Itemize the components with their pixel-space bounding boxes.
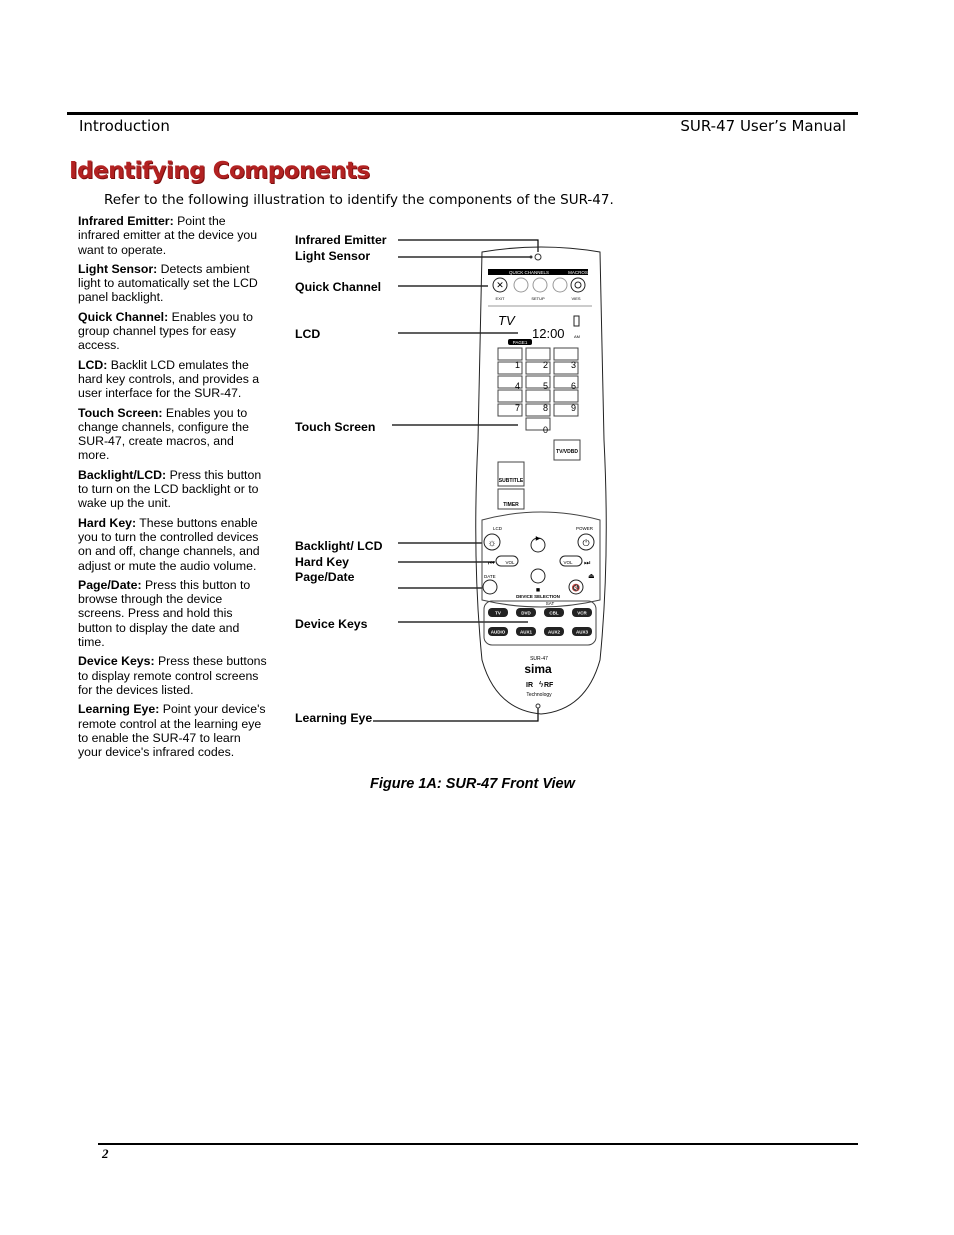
- keypad-digit: 7: [514, 403, 520, 413]
- power-key-label: POWER: [576, 526, 594, 531]
- desc-text: These buttons enable you to turn the controlled devices on and off, change channels, and adjust or mute the audio volume.: [78, 515, 260, 573]
- desc-term: Device Keys:: [78, 654, 155, 669]
- fast-forward-icon: ⏭: [584, 560, 591, 567]
- remote-illustration: [468, 240, 614, 720]
- exit-label: EXIT: [495, 296, 505, 301]
- vies-label: VIES: [571, 296, 581, 301]
- keypad-digit: 4: [514, 381, 520, 391]
- desc-text: Enables you to change channels, configure the SUR-47, create macros, and more.: [78, 405, 249, 463]
- device-key-label: AUDIO: [490, 629, 506, 635]
- setup-label: SETUP: [531, 296, 545, 301]
- infrared-emitter-icon: [535, 254, 541, 260]
- brand-logo: sima: [524, 662, 552, 676]
- device-key-label: TV: [495, 610, 501, 616]
- device-key-label: AUX2: [547, 629, 561, 635]
- callout-page-date: Page/Date: [295, 570, 355, 584]
- desc-text: Backlit LCD emulates the hard key controls, and provides a user interface for the SUR-47.: [78, 357, 260, 401]
- callout-light-sensor: Light Sensor: [295, 249, 371, 263]
- device-key-label: AUX3: [575, 629, 589, 635]
- callout-infrared-emitter: Infrared Emitter: [295, 233, 387, 247]
- light-sensor-icon: [530, 256, 533, 259]
- device-key-label: VCR: [577, 610, 587, 616]
- macros-label: MACROS: [568, 270, 588, 275]
- vol-down-label: VOL: [505, 560, 515, 565]
- rf-label: RF: [544, 682, 554, 689]
- quick-channel-button[interactable]: [514, 278, 528, 292]
- lightning-icon: ϟ: [539, 680, 544, 689]
- callout-device-keys: Device Keys: [295, 617, 368, 631]
- sat-label: SAT: [545, 601, 555, 606]
- device-selection-label: DEVICE SELECTION: [516, 594, 560, 599]
- vol-up-label: VOL: [563, 560, 573, 565]
- mute-icon: 🔇: [571, 585, 581, 592]
- quick-channel-button[interactable]: [533, 278, 547, 292]
- header-section: Introduction: [79, 117, 170, 135]
- keypad-digit: 9: [570, 403, 576, 413]
- device-keys-panel: [484, 601, 596, 645]
- desc-text: Enables you to group channel types for easy access.: [78, 309, 253, 353]
- tv-dbd-label: TV/VDBD: [556, 449, 578, 455]
- keypad-digit: 2: [542, 360, 548, 370]
- keypad-digit: 6: [570, 381, 576, 391]
- quick-channel-button[interactable]: [553, 278, 567, 292]
- desc-text: Point the infrared emitter at the device you want to operate.: [78, 214, 258, 257]
- keypad-cell[interactable]: [526, 348, 550, 360]
- callout-learning-eye: Learning Eye: [295, 711, 373, 725]
- desc-term: Quick Channel:: [78, 309, 169, 324]
- callout-lcd: LCD: [295, 327, 321, 341]
- lcd-time: 12:00: [532, 326, 565, 341]
- callout-backlight-lcd: Backlight/ LCD: [295, 539, 383, 553]
- desc-text: Press this button to browse through the device screens. Press and hold this button to display the date and time.: [78, 577, 251, 650]
- keypad-digit: 1: [514, 360, 520, 370]
- page-label: PAGE1: [512, 340, 528, 345]
- device-key-label: DVD: [521, 610, 531, 616]
- desc-term: Touch Screen:: [78, 405, 163, 420]
- keypad-digit: 0: [542, 425, 548, 435]
- keypad-cell[interactable]: [498, 348, 522, 360]
- rewind-icon: ⏮: [488, 560, 495, 567]
- macro-ring-icon: [575, 282, 581, 288]
- device-key-label: AUX1: [519, 629, 533, 635]
- timer-label: TIMER: [503, 502, 519, 508]
- figure-caption: Figure 1A: SUR-47 Front View: [370, 776, 575, 792]
- battery-icon: [574, 316, 579, 326]
- eject-icon: ⏏: [588, 573, 595, 580]
- date-key-label: DATE: [484, 574, 496, 579]
- page-title: Identifying Components: [69, 158, 370, 184]
- remote-body-outline: [476, 247, 607, 714]
- keypad-digit: 8: [542, 403, 548, 413]
- sun-icon: ☼: [487, 538, 497, 549]
- intro-text: Refer to the following illustration to identify the components of the SUR-47.: [104, 192, 614, 208]
- callout-hard-key: Hard Key: [295, 555, 349, 569]
- desc-term: Infrared Emitter:: [78, 214, 174, 228]
- keypad-cell[interactable]: [554, 348, 578, 360]
- quick-channel-label: QUICK CHANNELS: [508, 270, 550, 275]
- keypad-cell[interactable]: [554, 390, 578, 402]
- power-icon: ⏻: [582, 538, 590, 548]
- callout-quick-channel: Quick Channel: [295, 280, 382, 294]
- keypad-cell[interactable]: [526, 390, 550, 402]
- desc-text: Detects ambient light to automatically set the LCD panel backlight.: [78, 261, 258, 305]
- page-date-button[interactable]: [483, 580, 497, 594]
- ir-label: IR: [526, 682, 533, 689]
- desc-term: Backlight/LCD:: [78, 467, 167, 482]
- subtitle-label: SUBTITLE: [498, 478, 524, 484]
- page-number: 2: [102, 1146, 109, 1161]
- keypad-cell[interactable]: [498, 390, 522, 402]
- keypad-digit: 5: [542, 381, 548, 391]
- play-icon: ▶: [535, 536, 541, 542]
- header-manual-title: SUR-47 User’s Manual: [680, 117, 846, 135]
- learning-eye-icon: [536, 704, 540, 708]
- callout-touch-screen: Touch Screen: [295, 420, 376, 434]
- footer-rule: [98, 1143, 858, 1145]
- desc-term: LCD:: [78, 357, 108, 372]
- desc-term: Learning Eye:: [78, 702, 160, 717]
- keypad-digit: 3: [570, 360, 576, 370]
- stop-icon: ■: [535, 587, 541, 594]
- exit-x-icon: ✕: [496, 280, 504, 290]
- lcd-key-label: LCD: [493, 526, 503, 531]
- desc-text: Point your device's remote control at the learning eye to enable the SUR-47 to learn your device's infrared codes.: [78, 702, 266, 760]
- desc-term: Hard Key:: [78, 515, 137, 530]
- lcd-ampm: AM: [574, 334, 580, 339]
- stop-button[interactable]: [531, 569, 545, 583]
- model-label: SUR-47: [530, 656, 548, 662]
- macro-button[interactable]: [571, 278, 585, 292]
- technology-label: Technology: [526, 692, 552, 698]
- desc-text: Press this button to turn on the LCD backlight or to wake up the unit.: [78, 467, 262, 511]
- desc-text: Press these buttons to display remote control screens for the devices listed.: [78, 654, 267, 697]
- lcd-mode: TV: [498, 313, 515, 328]
- desc-term: Light Sensor:: [78, 261, 158, 276]
- desc-term: Page/Date:: [78, 577, 142, 592]
- device-key-label: CBL: [549, 610, 559, 616]
